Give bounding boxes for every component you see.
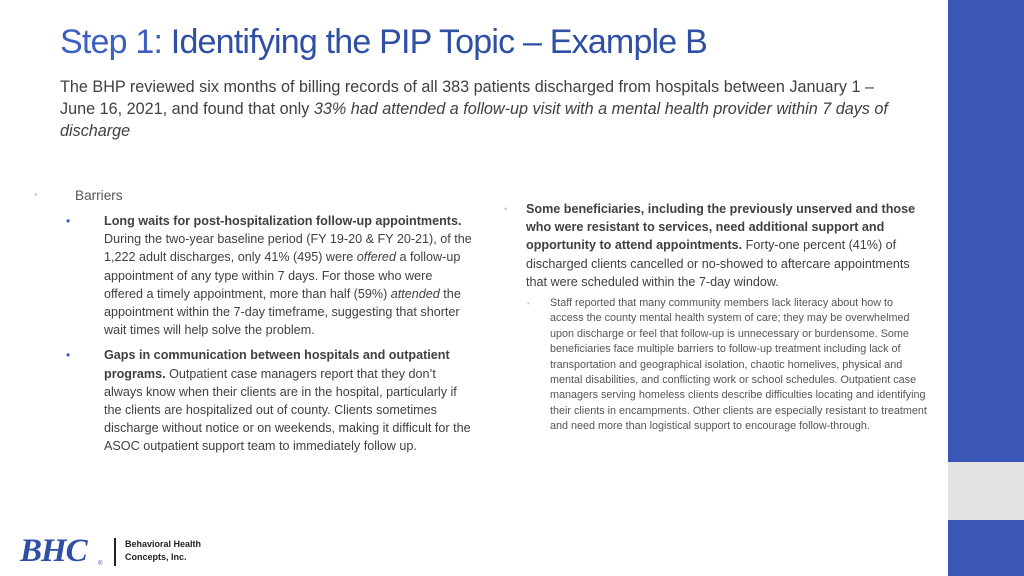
slide-title	[60, 20, 940, 64]
bullet-icon: •	[34, 190, 38, 201]
title-main: Identifying the PIP Topic – Example B	[170, 23, 707, 61]
right-accent-bar	[948, 0, 1024, 576]
title-step: Step 1:	[60, 23, 171, 61]
beneficiaries-text: Forty-one percent (41%) of discharged clients cancelled or no-showed to aftercare appointments that were scheduled within the 7-day window.	[526, 238, 910, 289]
logo-divider	[114, 538, 116, 566]
staff-report-text: Staff reported that many community members lack literacy about how to access the county mental health system of care; they may be overwhelmed upon discharge or feel that follow-up is unnecessary or burdensome. Some beneficiaries face multiple barriers to follow-up treatment including lack of transportation and geographical isolation, chaotic homelives, physical and mental disabilities, and conflicting work or school schedules. Outpatient case managers serving homeless clients describe difficulties locating and identifying their clients in encampments. Other clients are especially resistant to treatment and need more than logistical support to encourage follow-through.	[550, 297, 927, 433]
bhc-logo-mark	[18, 530, 110, 570]
right-accent-gray-block	[948, 462, 1024, 520]
bullet-icon: •	[527, 299, 530, 309]
registered-mark: ®	[98, 561, 103, 567]
company-name-line-1: Behavioral Health	[125, 539, 202, 549]
barrier-text: the appointment within the 7-day timeframe, suggesting that shorter wait times will help solve the problem.	[104, 286, 461, 338]
barrier-text: Outpatient case managers report that they don’t always know when their clients are in the hospital, particularly if the clients are hospitalized out of county. Clients sometimes discharge without notice or on weekends, making it difficult for the ASOC outpatient support team to immediately follow up.	[104, 366, 471, 454]
beneficiaries-column	[498, 200, 928, 435]
barrier-text: a follow-up appointment of any type within 7 days. For those who were offered a timely appointment, more than half (59%)	[104, 250, 461, 301]
barrier-item-long-waits	[32, 212, 472, 339]
staff-report-subitem	[498, 296, 928, 435]
beneficiaries-title: Some beneficiaries, including the previously unserved and those who were resistant to services, need additional support and opportunity to attend appointments.	[526, 202, 916, 253]
intro-text: The BHP reviewed six months of billing records of all 383 patients discharged from hospitals between January 1 – June 16, 2021, and found that only	[60, 78, 875, 118]
barriers-heading-label: Barriers	[75, 188, 123, 203]
barrier-title: Gaps in communication between hospitals and outpatient programs.	[104, 348, 450, 381]
bhc-logo	[18, 530, 238, 570]
barrier-emphasis: offered	[356, 250, 396, 265]
barrier-title: Long waits for post-hospitalization follow-up appointments.	[104, 214, 462, 228]
barrier-emphasis: attended	[390, 286, 440, 301]
bullet-icon: •	[66, 214, 71, 228]
beneficiaries-item	[498, 200, 928, 291]
company-name	[125, 538, 235, 564]
barriers-column	[32, 186, 472, 456]
barriers-heading	[32, 186, 472, 206]
barrier-item-communication-gaps	[32, 346, 472, 455]
bullet-icon: •	[66, 348, 71, 363]
barrier-text: During the two-year baseline period (FY 19-20 & FY 20-21), of the 1,222 adult discharges, only 41% (495) were	[104, 232, 472, 265]
company-name-line-2: Concepts, Inc.	[125, 552, 187, 562]
intro-emphasis: 33% had attended a follow-up visit with a mental health provider within 7 days of discharge	[60, 100, 888, 140]
intro-paragraph	[60, 76, 910, 142]
bullet-icon: •	[504, 204, 508, 214]
logo-lettering: BHC	[20, 533, 87, 569]
